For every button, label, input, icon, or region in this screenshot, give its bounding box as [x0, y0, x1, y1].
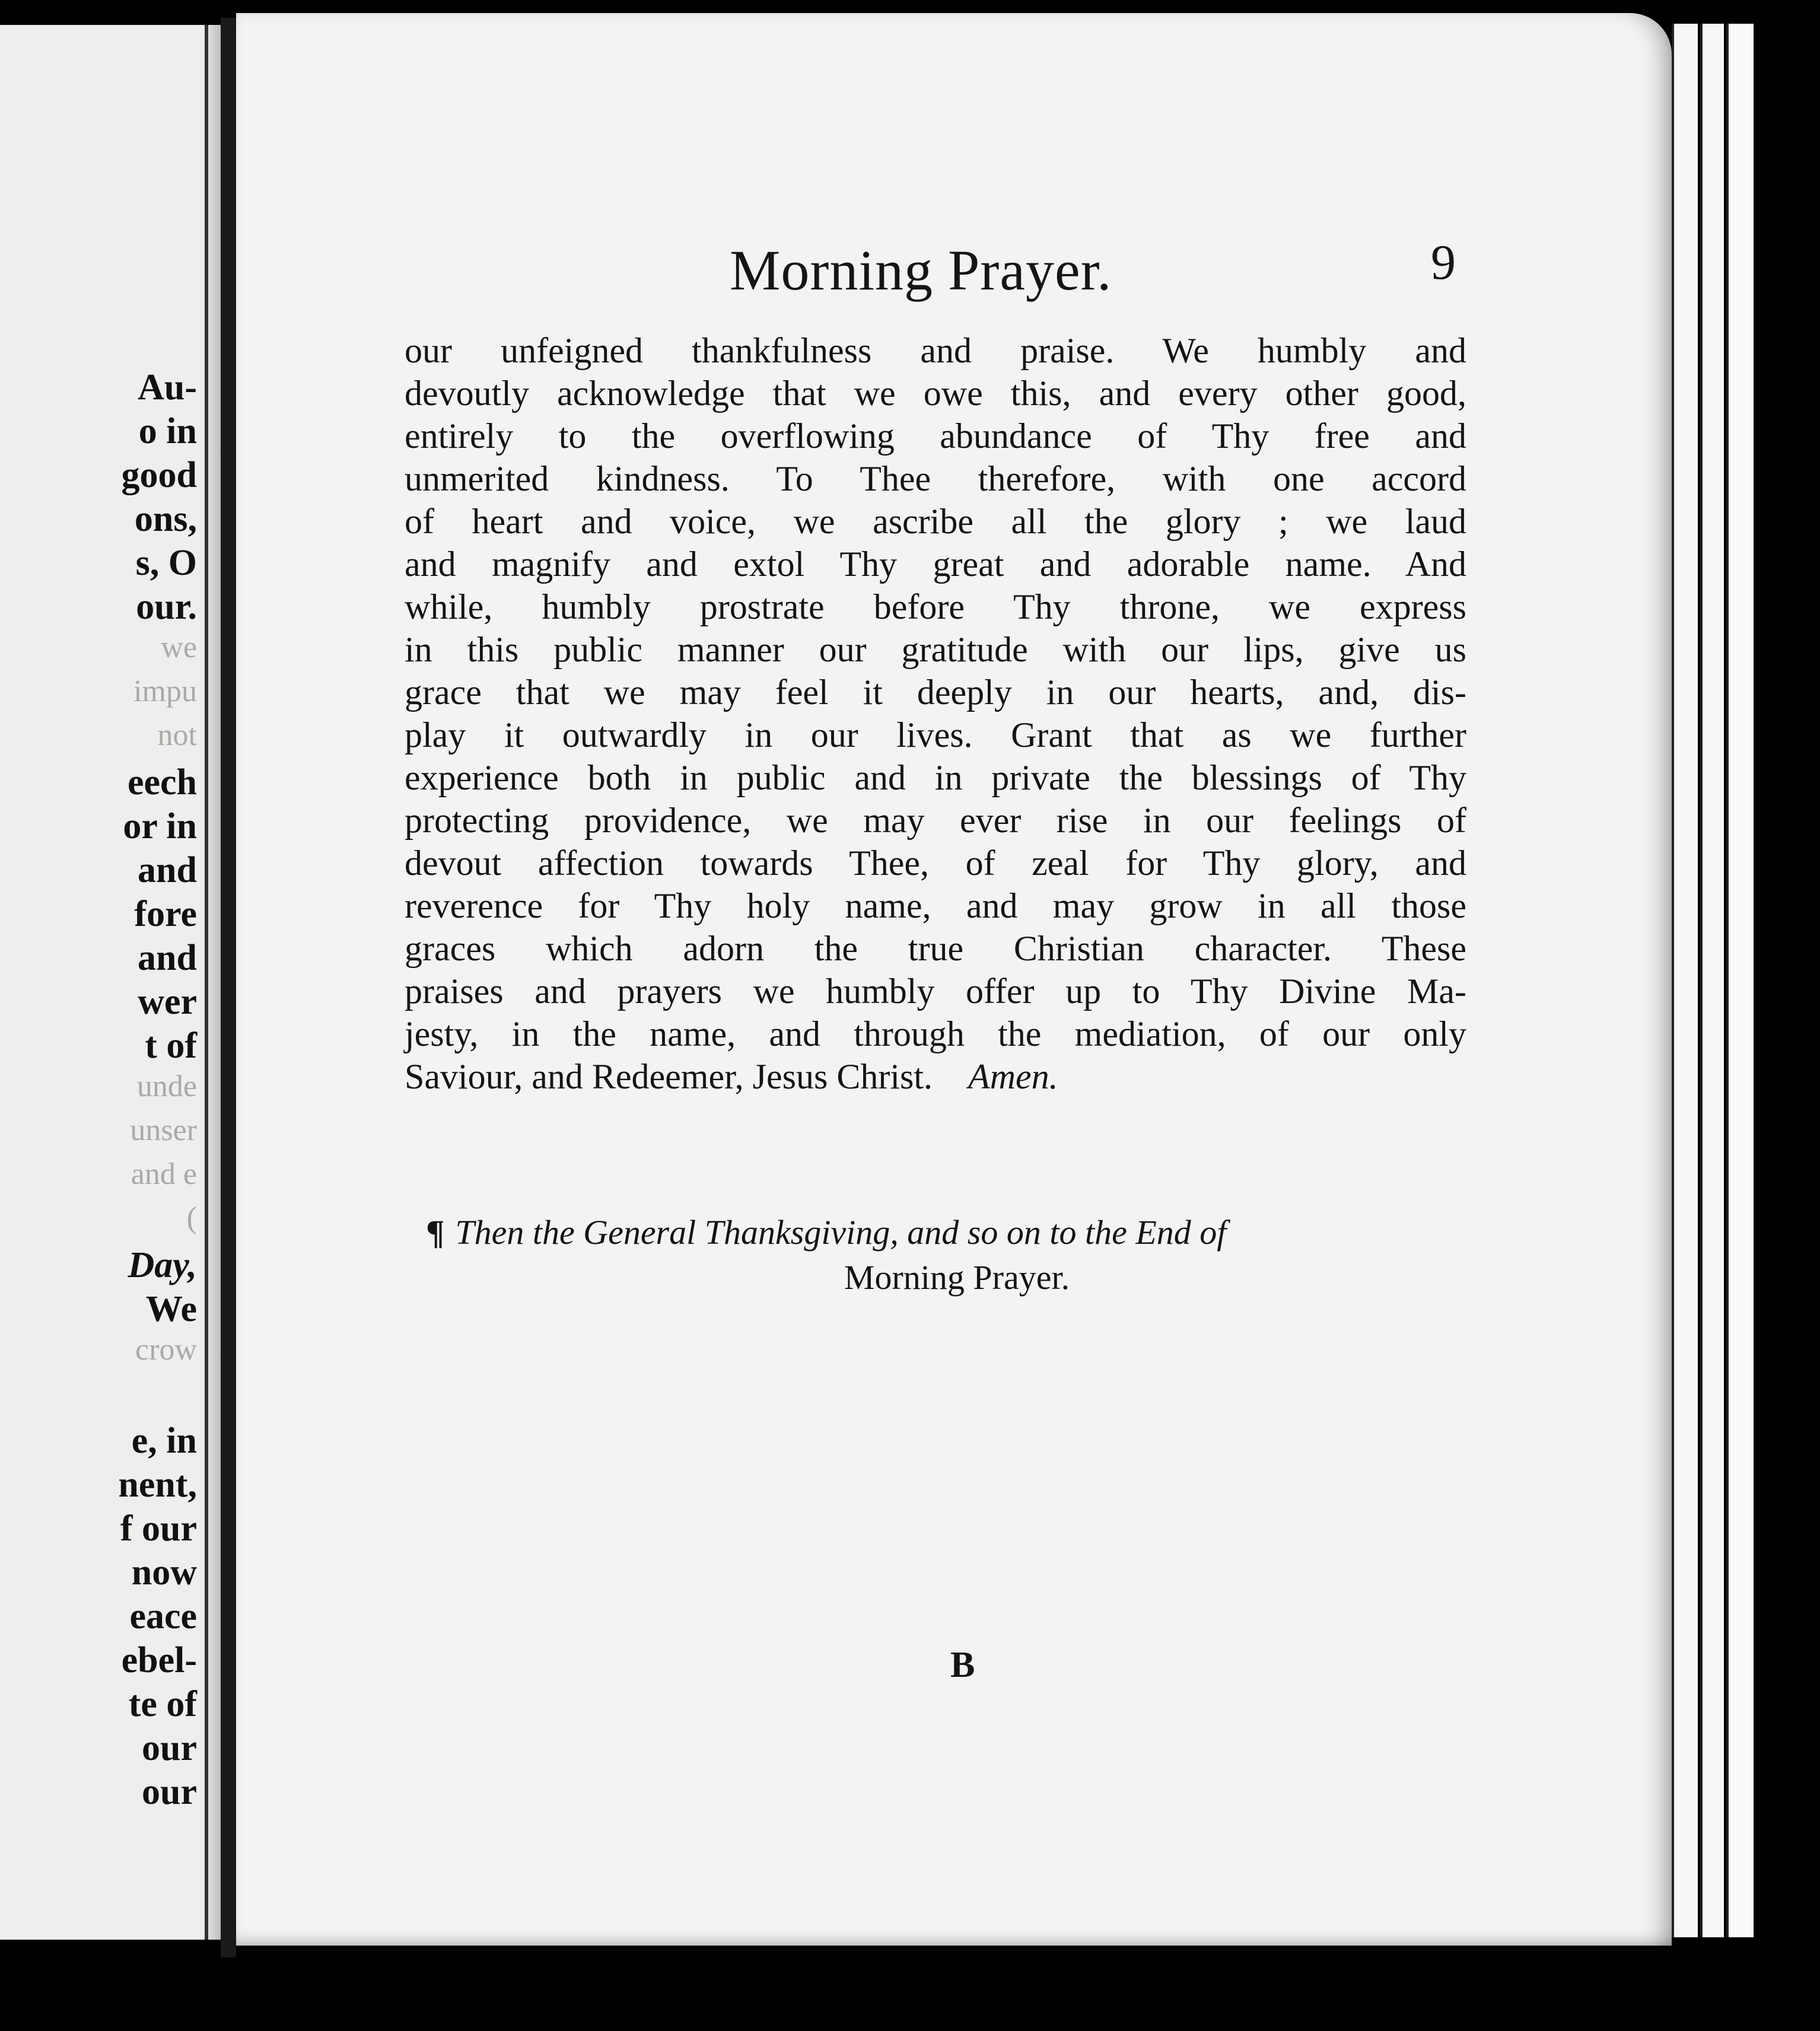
body-line: our unfeigned thankfulness and praise. We humbly and	[405, 331, 1466, 370]
prayer-body	[405, 329, 1466, 1098]
rubric-line-2: Morning Prayer.	[844, 1258, 1070, 1297]
left-page-line: and e	[131, 1157, 197, 1191]
body-line: devout affection towards Thee, of zeal for Thy glory, and	[405, 843, 1466, 883]
left-page-line: We	[145, 1289, 197, 1329]
left-page-line: or in	[123, 806, 197, 846]
body-line: jesty, in the name, and through the mediation, of our only	[405, 1014, 1466, 1053]
left-page-line: unser	[130, 1113, 197, 1147]
book-spine	[221, 18, 236, 1957]
left-page-line: unde	[136, 1069, 197, 1103]
body-line: experience both in public and in private the blessings of Thy	[405, 758, 1466, 797]
left-page-line: o in	[138, 411, 197, 451]
left-page-line: our.	[136, 587, 197, 627]
left-page-line: impu	[133, 674, 197, 708]
stacked-page-edge	[1672, 24, 1698, 1937]
left-page-line: e, in	[131, 1421, 197, 1461]
left-page-line: eace	[129, 1596, 197, 1637]
body-line: graces which adorn the true Christian character. These	[405, 929, 1466, 968]
pilcrow-mark: ¶	[426, 1213, 445, 1252]
left-page-line: crow	[135, 1333, 197, 1367]
signature-mark: B	[950, 1645, 975, 1685]
left-page-line: our	[142, 1728, 197, 1768]
left-page-line: we	[161, 631, 197, 664]
body-line: play it outwardly in our lives. Grant that as we further	[405, 715, 1466, 755]
page-edge-line	[205, 25, 208, 1940]
body-line: unmerited kindness. To Thee therefore, with one accord	[405, 459, 1466, 498]
closing-text: Saviour, and Redeemer, Jesus Christ.	[405, 1057, 933, 1096]
body-line: entirely to the overflowing abundance of Thy free and	[405, 416, 1466, 456]
left-page-line: not	[157, 718, 197, 752]
rubric-line	[426, 1210, 1488, 1255]
body-line: grace that we may feel it deeply in our hearts, and, dis-	[405, 673, 1466, 712]
stacked-page-edge	[1700, 24, 1724, 1937]
body-last-line	[405, 1055, 1466, 1098]
amen: Amen.	[968, 1057, 1058, 1096]
left-page-line: ons,	[134, 499, 197, 539]
page-number: 9	[1431, 235, 1456, 290]
left-page-line: now	[131, 1552, 197, 1593]
stacked-page-edge	[1726, 24, 1754, 1937]
left-page-line: s, O	[135, 543, 197, 583]
rubric	[426, 1210, 1488, 1300]
body-line: devoutly acknowledge that we owe this, and every other good,	[405, 374, 1466, 413]
left-page-line: Au-	[138, 367, 197, 408]
body-line: protecting providence, we may ever rise in our feelings of	[405, 801, 1466, 840]
rubric-instruction: Then the General Thanksgiving, and so on to the End of	[455, 1213, 1227, 1252]
body-line: and magnify and extol Thy great and adorable name. And	[405, 545, 1466, 584]
left-page-line: our	[142, 1772, 197, 1812]
body-line: while, humbly prostrate before Thy throne, we express	[405, 587, 1466, 626]
left-page-line: wer	[138, 982, 197, 1022]
body-line: of heart and voice, we ascribe all the glory ; we laud	[405, 502, 1466, 541]
left-page-line: good	[121, 455, 197, 495]
running-title: Morning Prayer.	[730, 238, 1112, 302]
left-page-line: f our	[120, 1508, 197, 1549]
left-page-line: te of	[128, 1684, 197, 1724]
left-page-line: nent,	[118, 1465, 197, 1505]
left-page-line: Day,	[128, 1245, 197, 1285]
body-line: in this public manner our gratitude with our lips, give us	[405, 630, 1466, 669]
left-page-line: eech	[127, 762, 197, 803]
page-header	[492, 235, 1456, 308]
left-page-line: and	[138, 938, 197, 978]
left-page-line: fore	[134, 894, 197, 934]
body-line: praises and prayers we humbly offer up to Thy Divine Ma-	[405, 972, 1466, 1011]
left-page-line: (	[186, 1201, 197, 1235]
left-page-line: t of	[145, 1026, 197, 1066]
left-page-line: and	[138, 850, 197, 890]
left-page-line: ebel-	[121, 1640, 197, 1680]
body-line: reverence for Thy holy name, and may grow in all those	[405, 886, 1466, 925]
left-page-fragment	[0, 25, 221, 1940]
